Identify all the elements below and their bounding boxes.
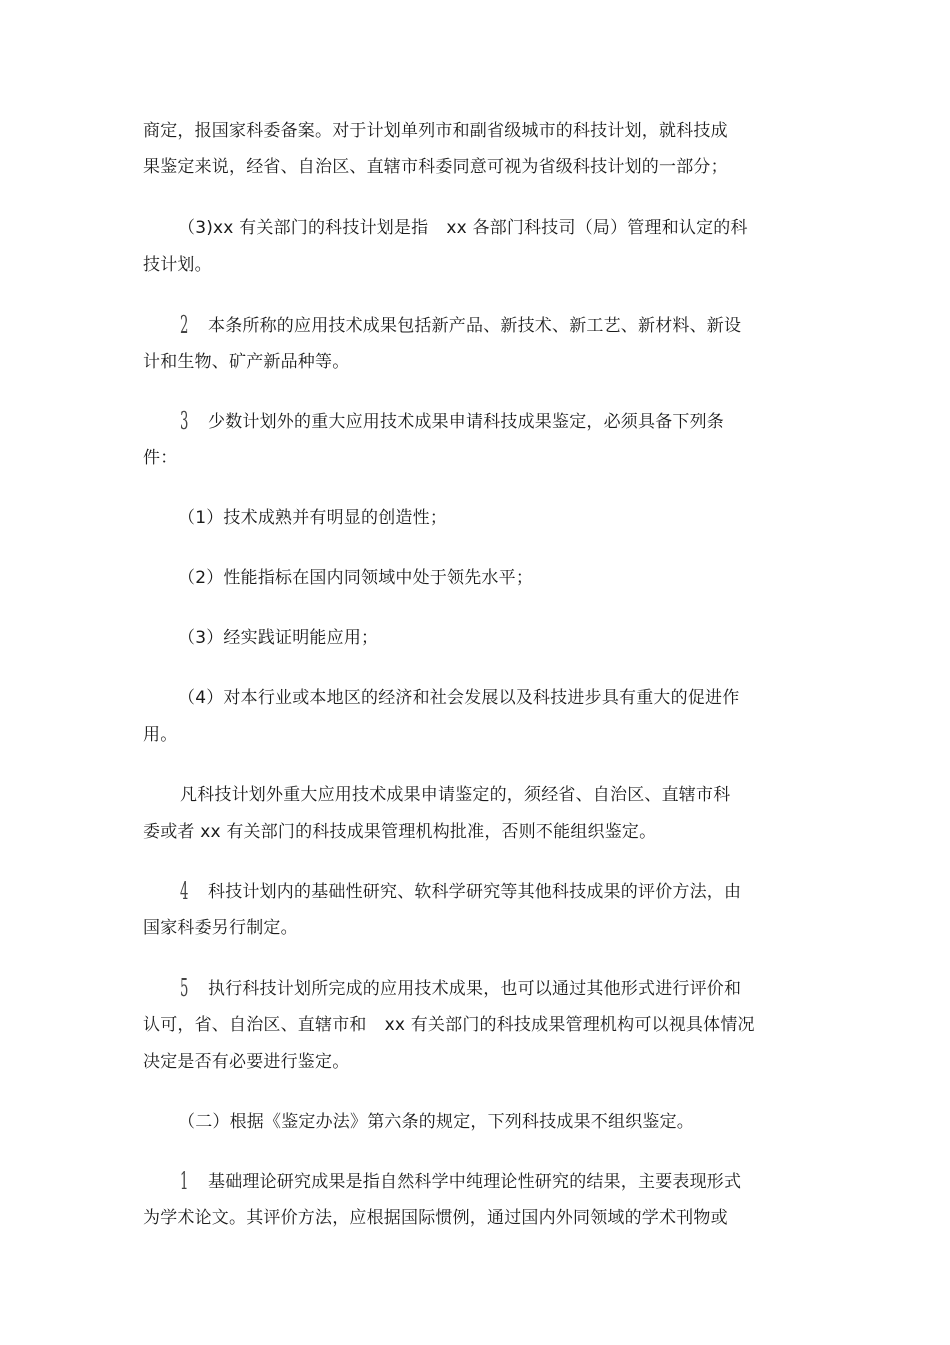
numbered-line (180, 1169, 741, 1194)
text-line: （1）技术成熟并有明显的创造性； (178, 508, 448, 528)
item-number: 2 (180, 311, 189, 339)
section-heading: （二）根据《鉴定办法》第六条的规定，下列科技成果不组织鉴定。 (178, 1112, 694, 1132)
text-line: （4）对本行业或本地区的经济和社会发展以及科技进步具有重大的促进作 (178, 688, 740, 708)
text-line: 件： (143, 448, 178, 468)
text-segment: 认可，省、自治区、直辖市和 (143, 1015, 367, 1035)
text-line: 为学术论文。其评价方法，应根据国际惯例，通过国内外同领域的学术刊物或 (143, 1208, 728, 1228)
numbered-line (180, 313, 741, 338)
text-line: 用。 (143, 725, 178, 745)
item-number: 5 (180, 974, 189, 1002)
item-number: 3 (180, 407, 189, 435)
text-segment: 少数计划外的重大应用技术成果申请科技成果鉴定，必须具备下列条 (208, 412, 724, 432)
text-segment: 科技计划内的基础性研究、软科学研究等其他科技成果的评价方法，由 (208, 882, 742, 902)
text-line (178, 216, 748, 240)
text-line: 商定，报国家科委备案。对于计划单列市和副省级城市的科技计划，就科技成 (143, 121, 728, 141)
text-segment: 执行科技计划所完成的应用技术成果，也可以通过其他形式进行评价和 (208, 979, 742, 999)
text-segment: 基础理论研究成果是指自然科学中纯理论性研究的结果，主要表现形式 (208, 1172, 742, 1192)
text-segment: xx 各部门科技司（局）管理和认定的科 (446, 218, 748, 238)
text-line (143, 1013, 755, 1037)
numbered-line (180, 409, 724, 434)
text-segment: （3)xx 有关部门的科技计划是指 (178, 218, 429, 238)
text-line: 决定是否有必要进行鉴定。 (143, 1052, 350, 1072)
text-line: 凡科技计划外重大应用技术成果申请鉴定的，须经省、自治区、直辖市科 (180, 785, 731, 805)
item-number: 4 (180, 877, 189, 905)
item-number: 1 (180, 1167, 189, 1195)
text-line: （2）性能指标在国内同领域中处于领先水平； (178, 568, 534, 588)
text-line: （3）经实践证明能应用； (178, 628, 379, 648)
text-line: 技计划。 (143, 255, 212, 275)
numbered-line (180, 879, 741, 904)
numbered-line (180, 976, 741, 1001)
text-line: 委或者 xx 有关部门的科技成果管理机构批准，否则不能组织鉴定。 (143, 822, 657, 842)
text-line: 国家科委另行制定。 (143, 918, 298, 938)
text-line: 果鉴定来说，经省、自治区、直辖市科委同意可视为省级科技计划的一部分； (143, 157, 728, 177)
text-line: 计和生物、矿产新品种等。 (143, 352, 350, 372)
text-segment: xx 有关部门的科技成果管理机构可以视具体情况 (384, 1015, 755, 1035)
text-segment: 本条所称的应用技术成果包括新产品、新技术、新工艺、新材料、新设 (208, 316, 742, 336)
